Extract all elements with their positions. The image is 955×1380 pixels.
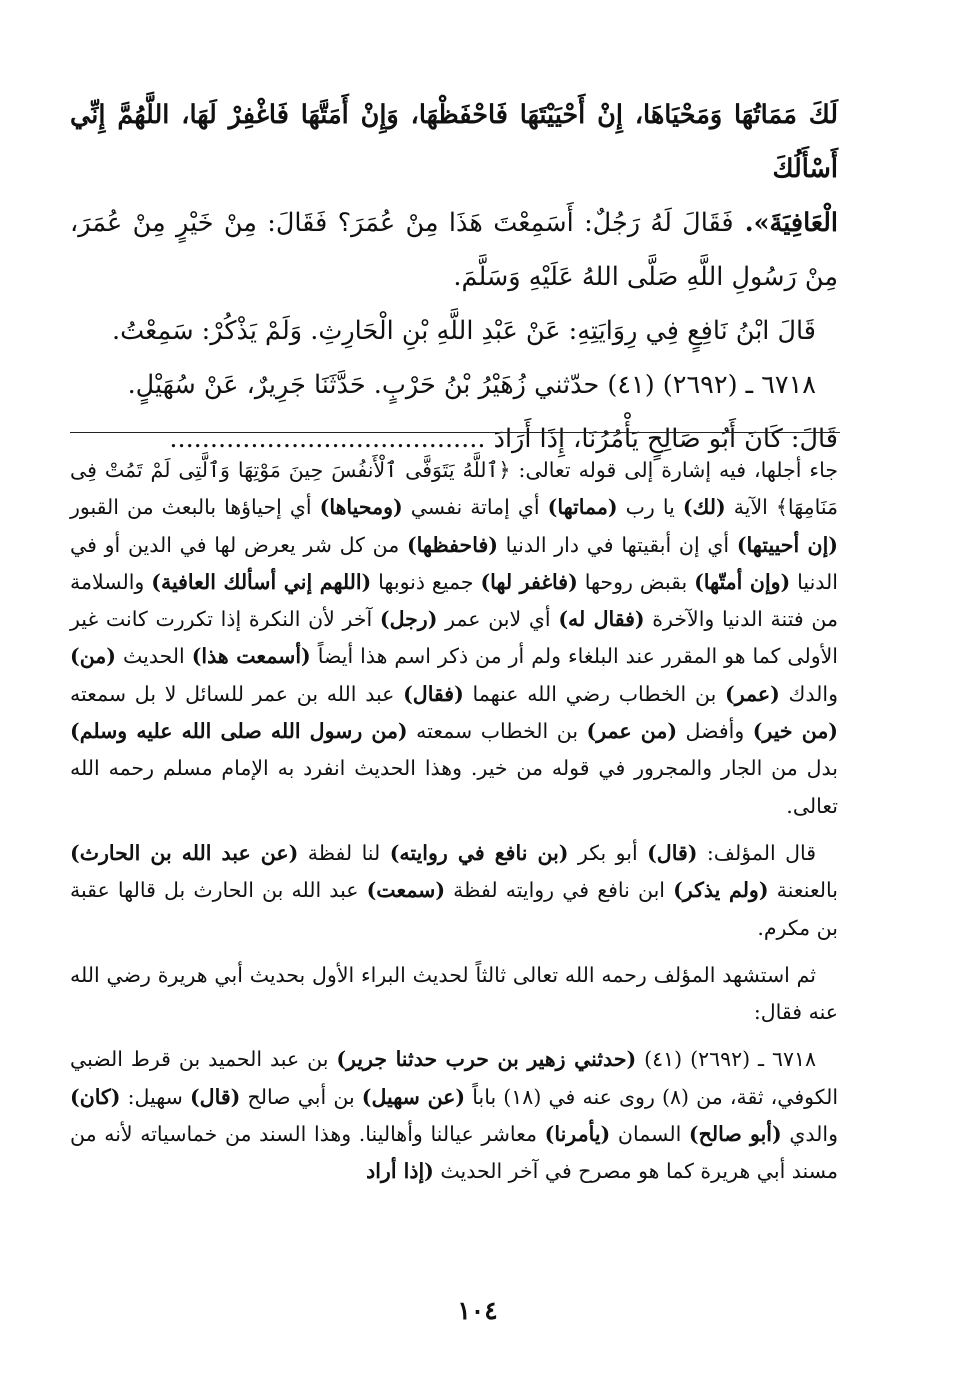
- bold-phrase: (لك): [682, 495, 726, 520]
- bold-phrase: (أبو صالح): [688, 1122, 782, 1147]
- text-run: بدل من الجار والمجرور في قوله من خير. وهذا الحديث انفرد به الإمام مسلم رحمه الله تعالى.: [70, 756, 838, 818]
- bold-phrase: (أسمعت هذا): [191, 644, 311, 669]
- bold-phrase: (اللهم إني أسألك العافية): [151, 569, 372, 594]
- text-run: ابن نافع في روايته لفظة: [445, 878, 674, 903]
- text-run: والسلامة من فتنة الدنيا والآخرة: [70, 569, 838, 632]
- narration-note: قَالَ ابْنُ نَافِعٍ فِي رِوَايَتِهِ: عَنْ عَبْدِ اللَّهِ بْنِ الْحَارِثِ. وَلَمْ يَذْكُرْ: سَمِعْتُ.: [112, 316, 816, 346]
- text-run: أي إحياؤها بالبعث من القبور: [70, 495, 320, 520]
- bold-phrase: (عن عبد الله بن الحارث): [70, 840, 299, 865]
- text-run: أي لابن عمر: [437, 607, 559, 632]
- text-run: جاء أجلها، فيه إشارة إلى قوله تعالى: ﴿ٱللَّهُ يَتَوَفَّى ٱلْأَنفُسَ حِينَ مَوْتِهَا وَٱلَّتِى لَمْ تَمُتْ فِى مَنَامِهَا﴾ الآية: [70, 458, 838, 520]
- text-run: بن الخطاب سمعته: [407, 719, 587, 744]
- text-run: السمان: [610, 1122, 689, 1147]
- bold-phrase: (رجل): [379, 607, 438, 632]
- hadith-line-2-rest: فَقَالَ لَهُ رَجُلٌ: أَسَمِعْتَ هَذَا مِنْ عُمَرَ؟ فَقَالَ: مِنْ خَيْرٍ مِنْ عُمَرَ، مِنْ رَسُولِ اللَّهِ صَلَّى اللهُ عَلَيْهِ وَسَلَّمَ.: [70, 208, 838, 292]
- bold-phrase: (فقال له): [558, 607, 645, 632]
- text-run: من كل شر يعرض لها في الدين أو في الدنيا: [70, 532, 839, 594]
- text-run: آخر لأن النكرة إذا تكررت كانت غير الأولى كما هو المقرر عند البلغاء ولم أر من ذكر اسم هذا أيضاً: [70, 607, 838, 669]
- bold-phrase: (إن أحييتها): [736, 532, 838, 557]
- footnote-divider: [70, 432, 840, 433]
- text-run: قال المؤلف:: [697, 840, 817, 865]
- text-run: والدك: [779, 681, 839, 706]
- bold-phrase: (من): [70, 644, 116, 669]
- hadith-text-block: [70, 88, 838, 466]
- bold-phrase: (فقال): [403, 681, 464, 706]
- page-number: ١٠٤: [457, 1296, 498, 1325]
- text-run: معاشر عيالنا وأهالينا. وهذا السند من خماسياته لأنه من مسند أبي هريرة كما هو مصرح في آخر الحديث: [70, 1122, 838, 1184]
- hadith-line-2: [70, 196, 838, 304]
- bold-phrase: (قال): [647, 840, 698, 865]
- commentary-paragraph-2: [70, 835, 838, 947]
- bold-phrase: (ومحياها): [319, 495, 403, 520]
- bold-phrase: (عن سهيل): [361, 1084, 466, 1109]
- bold-phrase: (حدثني زهير بن حرب حدثنا جرير): [336, 1047, 637, 1072]
- text-run: بن عبد الحميد بن قرط الضبي الكوفي، ثقة، من (٨) روى عنه في (١٨) باباً: [70, 1047, 839, 1109]
- text-run: سهيل:: [120, 1084, 190, 1109]
- bold-phrase: (من خير): [752, 719, 838, 744]
- text-run: أبو بكر: [568, 840, 648, 865]
- hadith-line-1: لَكَ مَمَاتُهَا وَمَحْيَاهَا، إِنْ أَحْيَيْتَهَا فَاحْفَظْهَا، وَإِنْ أَمَتَّهَا فَاغْفِرْ لَهَا، اللَّهُمَّ إِنِّي أَسْأَلُكَ: [70, 100, 838, 184]
- bold-phrase: (قال): [189, 1084, 241, 1109]
- text-run: عبد الله بن الحارث بل قالها عقبة بن مكرم.: [70, 878, 838, 940]
- bold-phrase: (فاحفظها): [406, 532, 498, 557]
- bold-phrase: (من عمر): [586, 719, 678, 744]
- bold-phrase: (بن نافع في روايته): [389, 840, 569, 865]
- bold-phrase: (فاغفر لها): [480, 569, 578, 594]
- bold-phrase: (كان): [70, 1084, 121, 1109]
- text-run: بالعنعنة: [768, 878, 838, 903]
- hadith-6718-chain: ٦٧١٨ ـ (٢٦٩٢) (٤١) حدّثني زُهَيْرُ بْنُ حَرْبٍ. حَدَّثَنَا جَرِيرٌ، عَنْ سُهَيْلٍ.: [127, 370, 816, 400]
- text-run: عبد الله بن عمر للسائل لا بل سمعته: [70, 681, 404, 706]
- text-run: بن الخطاب رضي الله عنهما: [463, 681, 725, 706]
- hadith-line-2-bold: الْعَافِيَةَ».: [744, 208, 838, 238]
- text-run: والدي: [781, 1122, 838, 1147]
- commentary-paragraph-1: [70, 452, 838, 825]
- commentary-paragraph-3: ثم استشهد المؤلف رحمه الله تعالى ثالثاً لحديث البراء الأول بحديث أبي هريرة رضي الله عنه فقال:: [70, 962, 838, 1025]
- bold-phrase: (مماتها): [547, 495, 618, 520]
- text-run: جميع ذنوبها: [371, 569, 481, 594]
- bold-phrase: (من رسول الله صلى الله عليه وسلم): [70, 719, 408, 744]
- bold-phrase: (يأمرنا): [544, 1122, 611, 1147]
- bold-phrase: (وإن أمتّها): [694, 569, 791, 594]
- text-run: وأفضل: [677, 719, 753, 744]
- text-run: أي إن أبقيتها في دار الدنيا: [497, 532, 737, 557]
- text-run: بقبض روحها: [577, 569, 695, 594]
- bold-phrase: (ولم يذكر): [673, 878, 769, 903]
- bold-phrase: (إذا أراد: [366, 1159, 434, 1184]
- bold-phrase: (سمعت): [366, 878, 446, 903]
- bold-phrase: (عمر): [725, 681, 780, 706]
- commentary-paragraph-4: [70, 1041, 838, 1190]
- text-run: بن أبي صالح: [240, 1084, 362, 1109]
- text-run: الحديث: [116, 644, 192, 669]
- commentary-block: [70, 452, 838, 1201]
- text-run: يا رب: [617, 495, 683, 520]
- text-run: أي إماتة نفسي: [402, 495, 548, 520]
- text-run: ٦٧١٨ ـ (٢٦٩٢) (٤١): [636, 1047, 817, 1072]
- text-run: لنا لفظة: [298, 840, 390, 865]
- hadith-6718-text: قَالَ: كَانَ أَبُو صَالِحٍ يَأْمُرُنَا، إِذَا أَرَادَ .......................................: [169, 424, 838, 454]
